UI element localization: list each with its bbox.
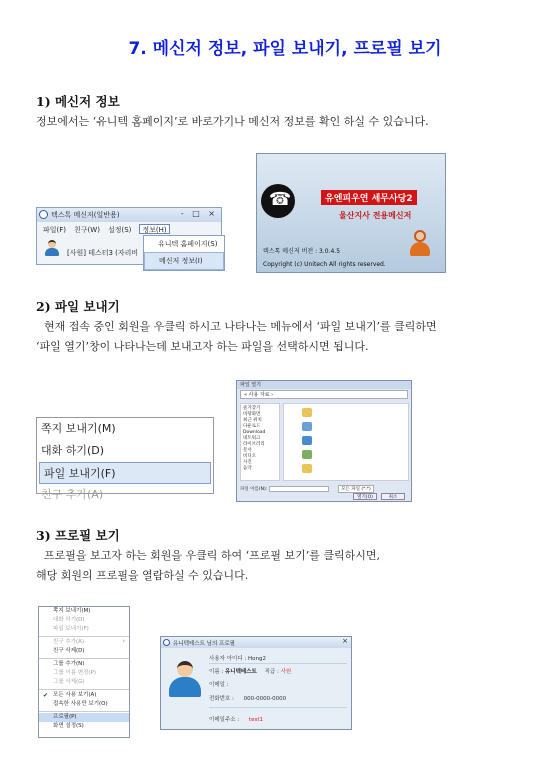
- menu-delete-group[interactable]: 그룹 삭제(G): [53, 679, 85, 685]
- menu-separator: [39, 656, 129, 659]
- rank-value: 사원: [280, 669, 292, 675]
- open-button[interactable]: 열기(O): [353, 493, 377, 500]
- menu-info[interactable]: 정보(H): [139, 224, 169, 234]
- user-avatar: [45, 240, 59, 256]
- id-label: 사용자 아이디 :: [209, 656, 247, 662]
- dropdown-homepage[interactable]: 유니텍 홈페이지(S): [158, 240, 218, 248]
- tree-item[interactable]: Download: [243, 430, 266, 435]
- menu-rename-group[interactable]: 그룹 이름 변경(P): [53, 670, 96, 676]
- app-logo-icon: [39, 210, 48, 219]
- menu-profile[interactable]: 프로필(P): [39, 713, 129, 722]
- tree-item[interactable]: 즐겨찾기: [243, 406, 261, 411]
- file-icon[interactable]: [302, 422, 312, 431]
- menu-delete-friend[interactable]: 친구 삭제(D): [53, 648, 85, 654]
- window-controls[interactable]: - □ ×: [180, 209, 218, 218]
- folder-icon[interactable]: [302, 408, 312, 417]
- context-menu-large: [36, 417, 214, 501]
- tree-item[interactable]: 비디오: [243, 454, 257, 459]
- filename-label: 파일 이름(N):: [240, 487, 268, 492]
- menu-separator: [39, 634, 129, 637]
- name-value: 유니텍테스트: [224, 669, 257, 675]
- window-title: 텍스톡 메신저(일반용): [51, 211, 120, 219]
- file-icon[interactable]: [302, 450, 312, 459]
- tree-item[interactable]: 최근 위치: [243, 418, 262, 423]
- about-subbrand: 울산지사 전용메신저: [339, 211, 412, 220]
- folder-tree: [240, 403, 280, 481]
- info-dropdown: [143, 235, 225, 271]
- menu-friend[interactable]: 친구(W): [74, 226, 100, 234]
- dialog-path[interactable]: « 사용 자료 ›: [240, 390, 408, 399]
- section2-heading: 2) 파일 보내기: [36, 299, 120, 314]
- phone-icon: [261, 184, 295, 218]
- file-open-dialog: [236, 380, 412, 502]
- dialog-title: 파일 열기: [237, 381, 411, 389]
- menu-add-friend[interactable]: 친구 추가(A): [41, 488, 104, 501]
- tree-item[interactable]: 라이브러리: [243, 442, 265, 447]
- page-title: 7. 메신저 정보, 파일 보내기, 프로필 보기: [128, 39, 442, 59]
- id-value: Hong2: [247, 656, 266, 662]
- tree-item[interactable]: 문서: [243, 448, 252, 453]
- menu-chat[interactable]: 대화 하기(D): [41, 444, 105, 457]
- about-brand: 유엔피우연 세무사당2: [321, 190, 417, 205]
- context-menu-small: [38, 606, 130, 738]
- phone-label: 전화번호 :: [209, 696, 234, 702]
- menu-file[interactable]: 파일(F): [43, 226, 67, 234]
- tree-item[interactable]: 바탕화면: [243, 412, 261, 417]
- tree-item[interactable]: 음악: [243, 466, 252, 471]
- menu-add-friend[interactable]: 친구 추가(A) ›: [39, 638, 129, 647]
- status-text: [사원] 테스터3 (자리비: [67, 249, 139, 257]
- file-list: [283, 403, 409, 481]
- folder-icon[interactable]: [302, 464, 312, 473]
- section1-heading: 1) 메신저 정보: [36, 94, 120, 109]
- menu-settings[interactable]: 설정(S): [107, 226, 132, 234]
- messenger-window: [36, 207, 222, 265]
- profile-window: [160, 636, 352, 730]
- email-top-label: 이메일 :: [209, 682, 229, 688]
- section3-text2: 해당 회원의 프로필을 열람하실 수 있습니다.: [36, 569, 249, 582]
- dropdown-messenger-info[interactable]: 메신저 정보(I): [144, 252, 224, 270]
- menu-show-online[interactable]: 접속한 사용만 보기(O): [53, 701, 108, 707]
- profile-avatar: [167, 661, 203, 699]
- section3-text1: 프로필을 보고자 하는 회원을 우클릭 하여 ‘프로필 보기’를 클릭하시면,: [44, 549, 380, 562]
- email-value: test1: [248, 717, 263, 723]
- menu-chat[interactable]: 대화 하기(D): [53, 617, 85, 623]
- menu-show-all[interactable]: ✔ 모든 사용 보기(A): [39, 691, 129, 700]
- name-label: 이름 :: [209, 669, 224, 675]
- about-copyright: Copyright (c) Unitech All rights reserved.: [263, 261, 386, 268]
- cancel-button[interactable]: 취소: [381, 493, 405, 500]
- section2-text2: ‘파일 열기’창이 나타나는데 보내고자 하는 파일을 선택하시면 됩니다.: [36, 340, 369, 353]
- tree-item[interactable]: 사진: [243, 460, 252, 465]
- menu-add-group[interactable]: 그룹 추가(N): [53, 661, 85, 667]
- menu-send-note[interactable]: 쪽지 보내기(M): [53, 608, 91, 614]
- section3-heading: 3) 프로필 보기: [36, 528, 120, 543]
- about-version: 텍스톡 메신저 버전 : 3.0.4.5: [263, 248, 341, 255]
- menu-send-note[interactable]: 쪽지 보내기(M): [41, 422, 116, 435]
- file-icon[interactable]: [302, 436, 312, 445]
- tree-item[interactable]: 다운로드: [243, 424, 261, 429]
- agent-icon: [409, 230, 431, 258]
- filename-input[interactable]: [269, 486, 329, 492]
- file-filter-select[interactable]: 모든 파일 (*.*): [338, 485, 374, 493]
- about-dialog: [256, 153, 446, 273]
- section2-text1: 현재 접속 중인 회원을 우클릭 하시고 나타나는 메뉴에서 ‘파일 보내기’를 클릭하면: [44, 320, 437, 333]
- menu-send-file[interactable]: 파일 보내기(F): [53, 626, 89, 632]
- menu-screen-settings[interactable]: 화면 설정(S): [53, 723, 84, 729]
- tree-item[interactable]: 네트워크: [243, 436, 261, 441]
- close-icon[interactable]: ×: [342, 637, 348, 645]
- phone-value: 000-0000-0000: [243, 696, 287, 702]
- app-logo-icon: [163, 639, 170, 646]
- menu-send-file[interactable]: 파일 보내기(F): [39, 462, 211, 484]
- email-label: 이메일주소 :: [209, 717, 240, 723]
- menu-separator: [39, 687, 129, 690]
- menu-separator: [39, 709, 129, 712]
- section1-text: 정보에서는 ‘유니텍 홈페이지’로 바로가기나 메신저 정보를 확인 하실 수 있습니다.: [36, 115, 429, 128]
- rank-label: 직급 :: [264, 669, 279, 675]
- profile-title: 유니텍테스트 님의 프로필: [173, 641, 235, 647]
